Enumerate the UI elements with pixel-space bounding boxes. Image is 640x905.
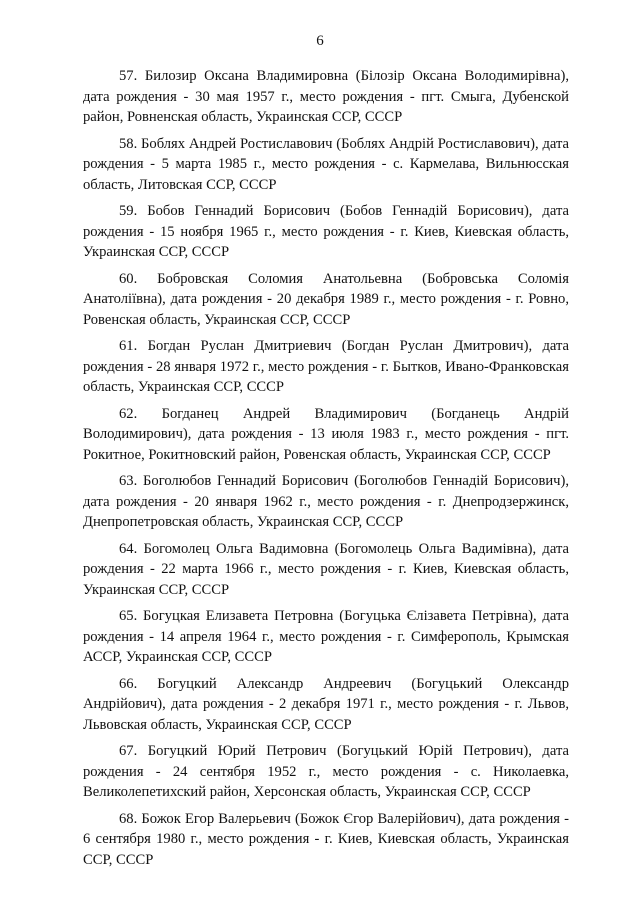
list-item: 60. Бобровская Соломия Анатольевна (Бобровська Соломія Анатоліївна), дата рождения - 20 декабря 1989 г., место рождения - г. Ровно, Ровенская область, Украинская ССР, СССР bbox=[83, 270, 569, 328]
list-item: 65. Богуцкая Елизавета Петровна (Богуцька Єлізавета Петрівна), дата рождения - 14 апреля 1964 г., место рождения - г. Симферополь, Крымская АССР, Украинская ССР, СССР bbox=[83, 608, 569, 665]
list-item: 59. Бобов Геннадий Борисович (Бобов Геннадій Борисович), дата рождения - 15 ноября 1965 г., место рождения - г. Киев, Киевская область, Украинская ССР, СССР bbox=[83, 203, 569, 260]
list-item: 67. Богуцкий Юрий Петрович (Богуцький Юрій Петрович), дата рождения - 24 сентября 1952 г., место рождения - с. Николаевка, Великолепетихский район, Херсонская область, Украинская ССР, СССР bbox=[83, 743, 569, 800]
list-item: 64. Богомолец Ольга Вадимовна (Богомолець Ольга Вадимівна), дата рождения - 22 марта 1966 г., место рождения - г. Киев, Киевская область, Украинская ССР, СССР bbox=[83, 540, 569, 598]
list-item: 61. Богдан Руслан Дмитриевич (Богдан Руслан Дмитрович), дата рождения - 28 января 1972 г., место рождения - г. Бытков, Ивано-Франковская область, Украинская ССР, СССР bbox=[83, 338, 569, 395]
list-item: 63. Боголюбов Геннадий Борисович (Боголюбов Геннадій Борисович), дата рождения - 20 января 1962 г., место рождения - г. Днепродзержинск, Днепропетровская область, Украинская ССР, СССР bbox=[83, 473, 569, 530]
list-item: 58. Боблях Андрей Ростиславович (Боблях Андрій Ростиславович), дата рождения - 5 марта 1985 г., место рождения - с. Кармелава, Вильнюсская область, Литовская ССР, СССР bbox=[83, 135, 569, 193]
entry-list bbox=[83, 66, 569, 876]
page-number: 6 bbox=[316, 33, 324, 49]
list-item: 62. Богданец Андрей Владимирович (Богданець Андрій Володимирович), дата рождения - 13 июля 1983 г., место рождения - пгт. Рокитное, Рокитновский район, Ровенская область, Украинская ССР, СССР bbox=[83, 405, 569, 463]
list-item: 57. Билозир Оксана Владимировна (Білозір Оксана Володимирівна), дата рождения - 30 мая 1957 г., место рождения - пгт. Смыга, Дубенской район, Ровненская область, Украинская ССР, СССР bbox=[83, 68, 569, 125]
list-item: 66. Богуцкий Александр Андреевич (Богуцький Олександр Андрійович), дата рождения - 2 декабря 1971 г., место рождения - г. Львов, Львовская область, Украинская ССР, СССР bbox=[83, 675, 569, 733]
list-item: 68. Божок Егор Валерьевич (Божок Єгор Валерійович), дата рождения - 6 сентября 1980 г., место рождения - г. Киев, Киевская область, Украинская ССР, СССР bbox=[83, 810, 569, 868]
